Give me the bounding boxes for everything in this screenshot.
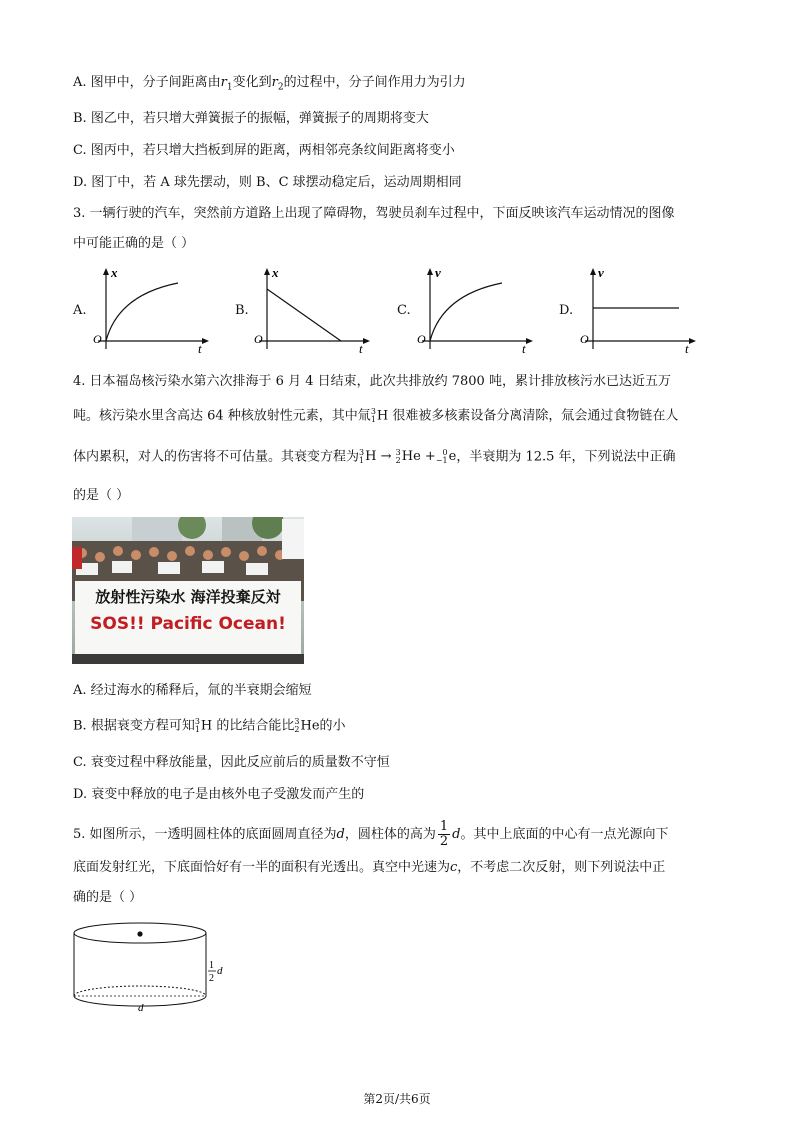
graph-curve <box>106 283 178 341</box>
nuclide-h3 <box>195 717 201 735</box>
y-axis-label: v <box>435 265 441 280</box>
mass-number: 3 <box>370 406 376 416</box>
mass-number: 0 <box>442 447 448 457</box>
y-axis-arrow <box>264 268 270 275</box>
graph-line <box>267 289 341 341</box>
q5-text: 底面发射红光，下底面恰好有一半的面积有光透出。真空中光速为 <box>73 860 451 875</box>
height-denominator: 2 <box>209 973 214 984</box>
mass-number: 3 <box>359 447 365 457</box>
q5-text: 5. 如图所示，一透明圆柱体的底面圆周直径为 <box>73 827 337 842</box>
charge-number: 2 <box>395 455 401 465</box>
q4-text: ，半衰期为 12.5 年，下列说法中正确 <box>456 449 676 465</box>
charge-number: 1 <box>359 455 365 465</box>
diameter-label: d <box>138 1002 144 1014</box>
q4-option-d: D. 衰变中释放的电子是由核外电子受激发而产生的 <box>73 787 365 802</box>
x-axis-label: t <box>685 341 689 355</box>
q2-a-text-1: A. 图甲中，分子间距离由 <box>73 75 221 90</box>
q3-option-b-label: B. <box>235 303 249 318</box>
q2-option-d: D. 图丁中，若 A 球先摆动，则 B、C 球摆动稳定后，运动周期相同 <box>73 175 462 190</box>
cylinder-figure <box>70 918 240 1018</box>
q3-graph-a <box>88 265 213 355</box>
r1-subscript: 1 <box>226 82 233 93</box>
r2-symbol: r <box>271 75 278 90</box>
origin-label: O <box>417 332 426 346</box>
decay-equation <box>359 448 456 466</box>
q5-stem-line-3: 确的是（ ） <box>73 890 143 905</box>
q5-stem-line-2 <box>73 859 665 877</box>
origin-label: O <box>93 332 102 346</box>
q3-option-a-label: A. <box>73 303 87 318</box>
q3-option-c-label: C. <box>397 303 411 318</box>
height-numerator: 1 <box>209 960 214 971</box>
q2-a-text-3: 的过程中，分子间作用力为引力 <box>283 75 466 90</box>
fraction-one-half <box>438 820 450 849</box>
q2-option-b: B. 图乙中，若只增大弹簧振子的振幅，弹簧振子的周期将变大 <box>73 111 429 126</box>
q5-stem-line-1 <box>73 820 669 849</box>
arrow: → <box>380 449 392 464</box>
q3-graph-b <box>249 265 374 355</box>
y-axis-arrow <box>427 268 433 275</box>
charge-number: 1 <box>194 724 200 734</box>
q4-stem-line-1: 4. 日本福岛核污染水第六次排海于 6 月 4 日结束，此次共排放约 7800 吨，累计排放核污水已达近五万 <box>73 374 671 389</box>
q3-graph-d <box>575 265 700 355</box>
r2-subscript: 2 <box>277 82 284 93</box>
y-axis-label: x <box>272 265 279 280</box>
charge-number: 2 <box>294 724 300 734</box>
q4-option-a: A. 经过海水的稀释后，氚的半衰期会缩短 <box>73 683 312 698</box>
denominator: 2 <box>439 834 449 849</box>
charge-number: 1 <box>370 414 376 424</box>
height-variable: d <box>217 965 223 977</box>
mass-number: 3 <box>395 447 401 457</box>
cylinder-bottom-back <box>74 986 206 996</box>
graph-curve <box>430 283 502 341</box>
origin-label: O <box>254 332 263 346</box>
x-axis-arrow <box>363 338 370 344</box>
y-axis-arrow <box>103 268 109 275</box>
y-axis-label: v <box>598 265 604 280</box>
numerator: 1 <box>439 819 449 834</box>
q4-text: 体内累积，对人的伤害将不可估量。其衰变方程为 <box>73 449 360 465</box>
sign-english-text: SOS!! Pacific Ocean! <box>90 614 286 634</box>
q4-b-text: B. 根据衰变方程可知 <box>73 718 195 734</box>
nuclide-h3 <box>371 407 377 425</box>
charge-number: −1 <box>435 455 448 465</box>
protest-photo <box>72 517 304 664</box>
q5-text: ，圆柱体的高为 <box>344 827 436 842</box>
q4-text: 吨。核污染水里含高达 64 种核放射性元素，其中氚 <box>73 408 371 424</box>
page-footer: 第2页/共6页 <box>363 1092 431 1106</box>
r1-symbol: r <box>220 75 227 90</box>
q3-option-d-label: D. <box>559 303 574 318</box>
q3-stem-line-1: 3. 一辆行驶的汽车，突然前方道路上出现了障碍物，驾驶员刹车过程中，下面反映该汽车运动情况的图像 <box>73 206 675 221</box>
x-axis-arrow <box>526 338 533 344</box>
q4-stem-line-2 <box>73 407 678 426</box>
q4-stem-line-3 <box>73 448 676 467</box>
q5-text: 。其中上底面的中心有一点光源向下 <box>460 827 669 842</box>
q2-a-text-2: 变化到 <box>232 75 272 90</box>
q3-graph-c <box>412 265 537 355</box>
q4-option-b <box>73 717 346 736</box>
sign-japanese-text: 放射性污染水 海洋投棄反対 <box>95 588 281 606</box>
x-axis-arrow <box>202 338 209 344</box>
q4-b-text: H 的比结合能比 <box>200 718 295 734</box>
q4-stem-line-4: 的是（ ） <box>73 488 130 503</box>
q2-option-c: C. 图丙中，若只增大挡板到屏的距离，两相邻亮条纹间距离将变小 <box>73 143 455 158</box>
mass-number: 3 <box>294 716 300 726</box>
q3-stem-line-2: 中可能正确的是（ ） <box>73 236 195 251</box>
q4-option-c: C. 衰变过程中释放能量，因此反应前后的质量数不守恒 <box>73 755 390 770</box>
x-axis-label: t <box>522 341 526 355</box>
var-d: d <box>452 827 461 842</box>
q4-b-text: He的小 <box>300 718 346 734</box>
var-c: c <box>450 860 458 875</box>
x-axis-label: t <box>359 341 363 355</box>
light-source-dot <box>137 931 142 936</box>
symbol-he: He <box>401 449 421 464</box>
symbol-e: e <box>448 449 457 464</box>
q4-text: H 很难被多核素设备分离清除，氚会通过食物链在人 <box>376 408 679 424</box>
y-axis-arrow <box>590 268 596 275</box>
mass-number: 3 <box>194 716 200 726</box>
var-d: d <box>336 827 345 842</box>
y-axis-label: x <box>111 265 118 280</box>
nuclide-he3 <box>294 717 300 735</box>
origin-label: O <box>580 332 589 346</box>
x-axis-label: t <box>198 341 202 355</box>
q2-option-a <box>73 74 466 97</box>
symbol-h: H <box>365 449 377 464</box>
plus: + <box>424 449 436 464</box>
q5-text: ，不考虑二次反射，则下列说法中正 <box>457 860 666 875</box>
x-axis-arrow <box>689 338 696 344</box>
